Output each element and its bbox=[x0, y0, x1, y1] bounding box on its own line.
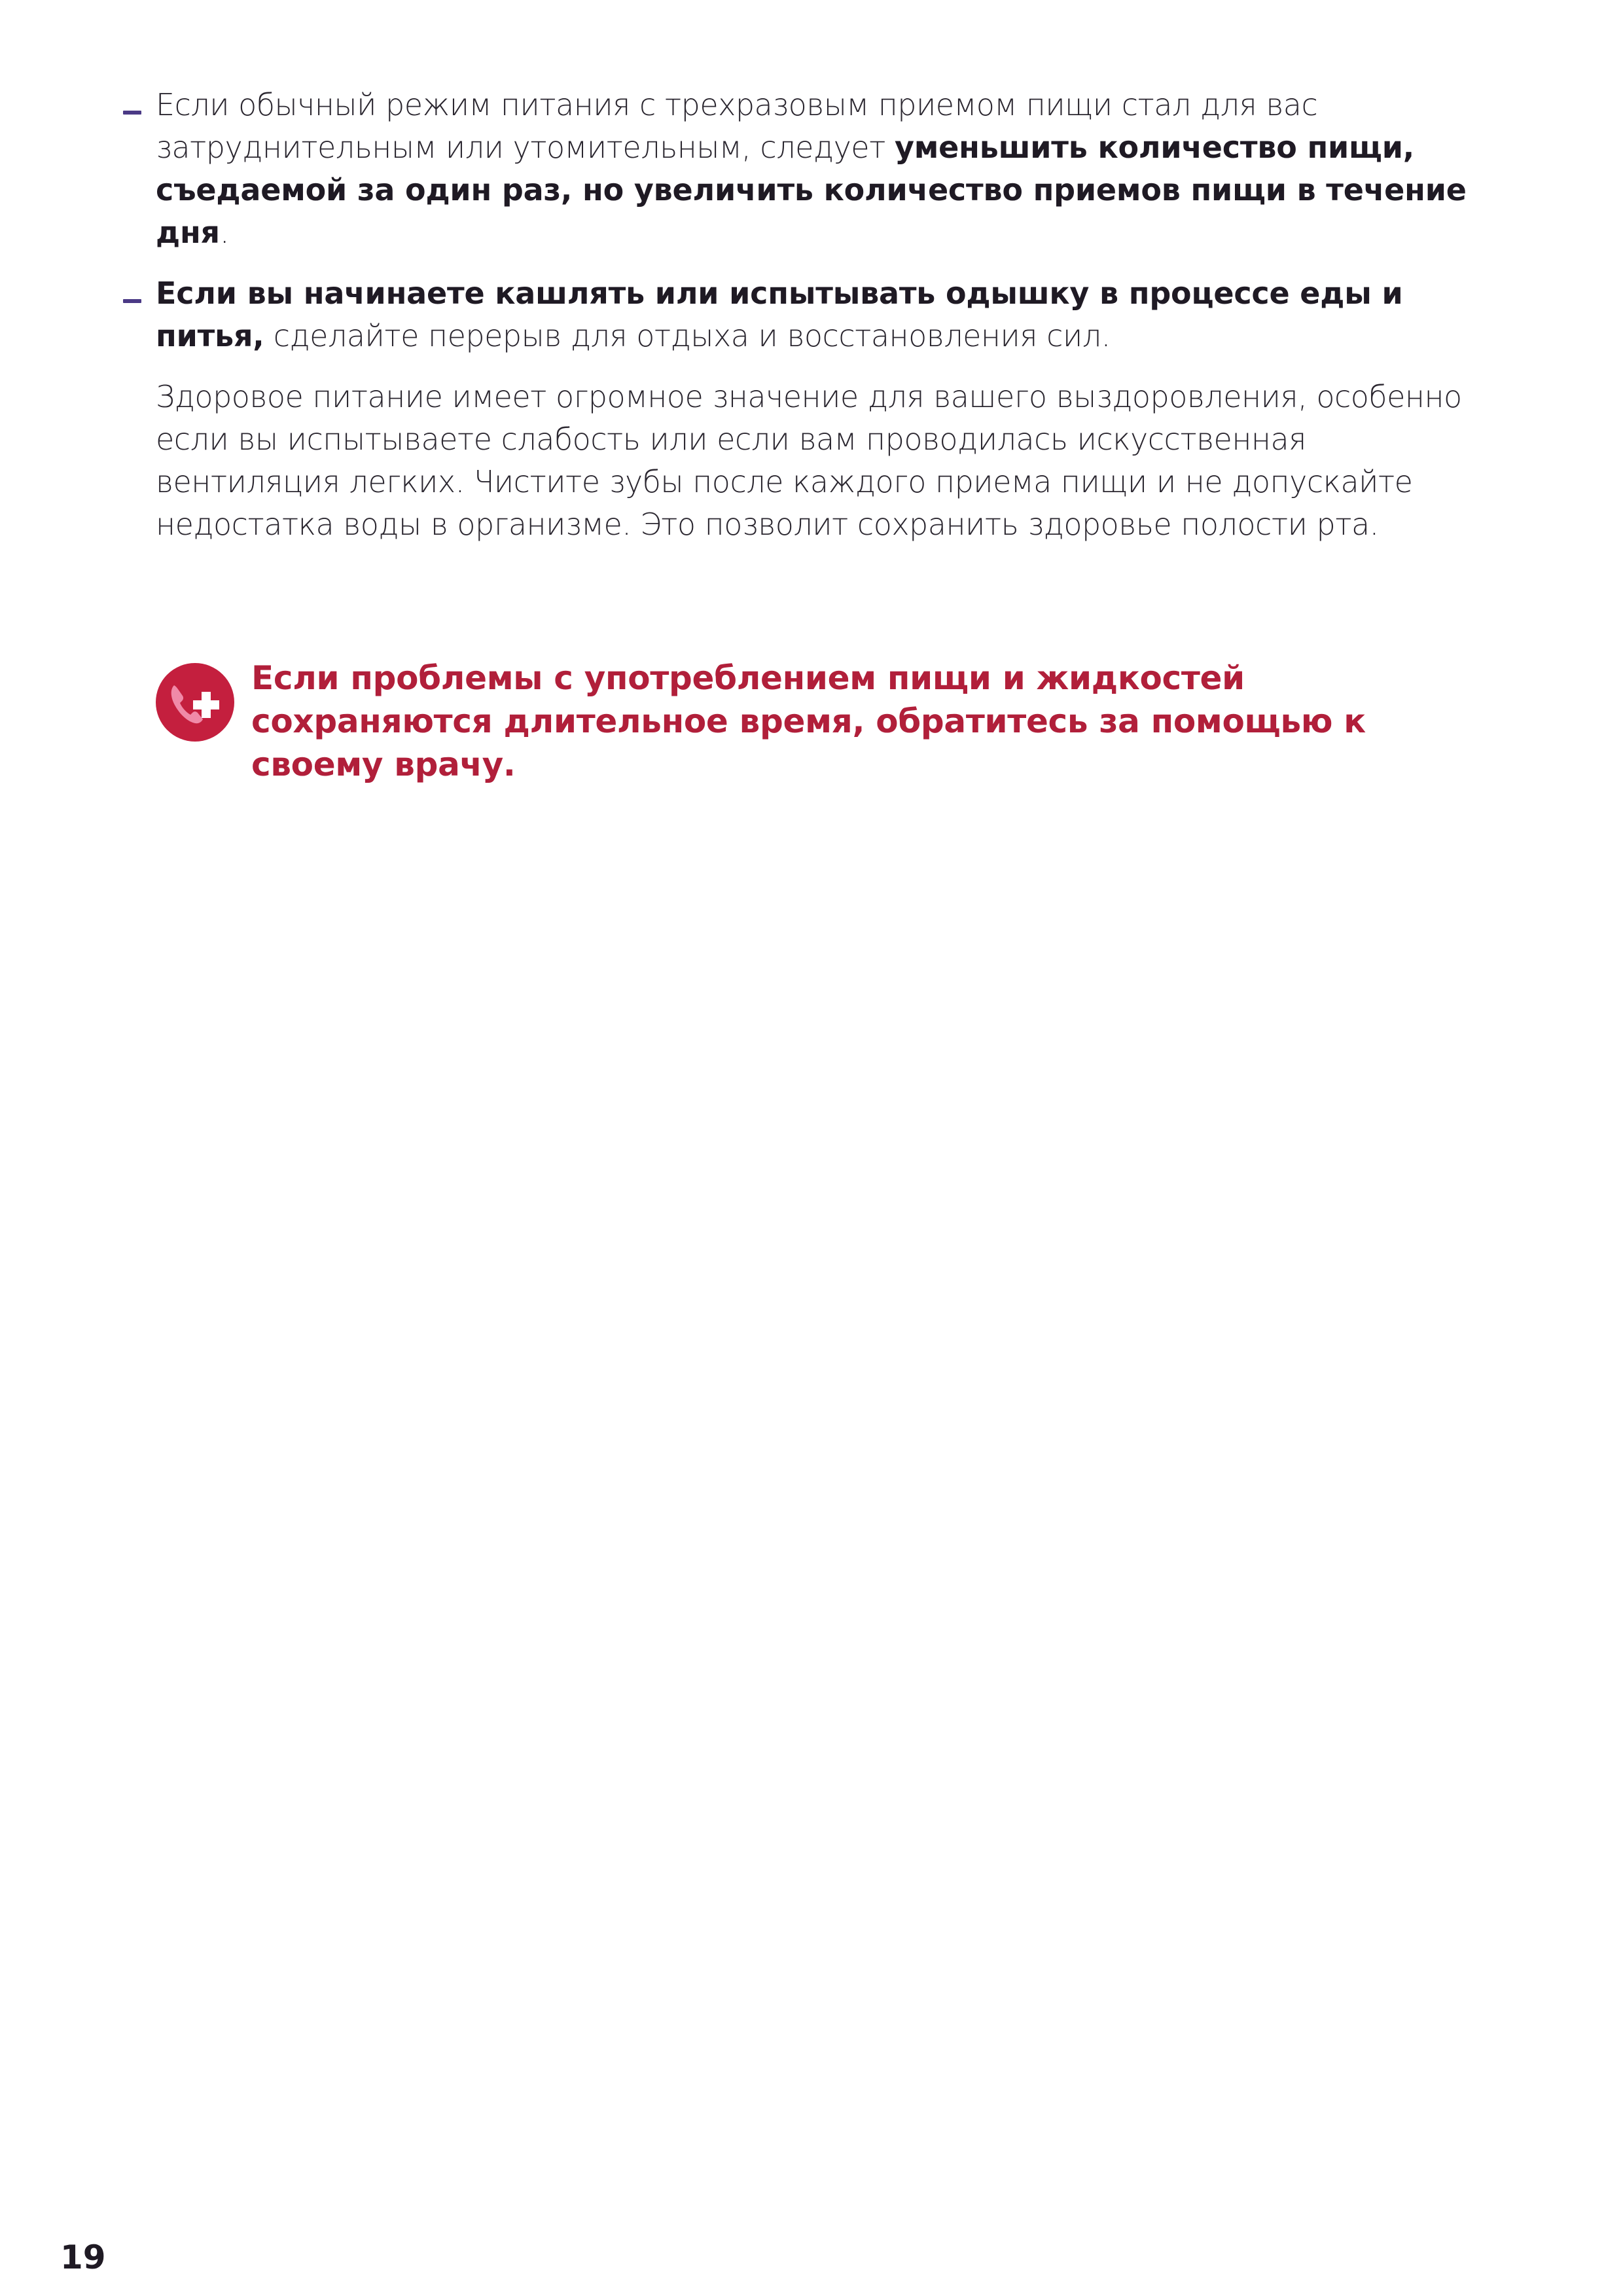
bullet-dash bbox=[123, 299, 141, 303]
alert-callout bbox=[156, 656, 1491, 783]
bullet-item-coughing bbox=[156, 272, 1491, 357]
bullet-text-end: . bbox=[219, 215, 229, 250]
bullet-dash bbox=[123, 111, 141, 115]
bullet-text: Если обычный режим питания с трехразовым приемом пищи стал для вас затруднительным или утомительным, следует bbox=[156, 87, 1318, 165]
phone-medical-icon bbox=[156, 663, 234, 742]
bullet-item-meal-frequency bbox=[156, 84, 1491, 254]
bullet-text: сделайте перерыв для отдыха и восстановления сил. bbox=[264, 318, 1111, 353]
page-number: 19 bbox=[60, 2238, 106, 2276]
bullet-bold-text: Если вы начинаете кашлять или испытывать одышку в процессе еды и питья, bbox=[156, 276, 1403, 353]
main-content bbox=[156, 84, 1491, 546]
alert-text: Если проблемы с употреблением пищи и жидкостей сохраняются длительное время, обратитесь за помощью к своему врачу. bbox=[251, 659, 1366, 783]
bullet-bold-text: уменьшить количество пищи, съедаемой за один раз, но увеличить количество приемов пищи в течение дня bbox=[156, 130, 1467, 250]
body-paragraph: Здоровое питание имеет огромное значение для вашего выздоровления, особенно если вы испытываете слабость или если вам проводилась искусственная вентиляция легких. Чистите зубы после каждого приема пищи и не допускайте недостатка воды в организме. Это позволит сохранить здоровье полости рта. bbox=[156, 379, 1462, 542]
